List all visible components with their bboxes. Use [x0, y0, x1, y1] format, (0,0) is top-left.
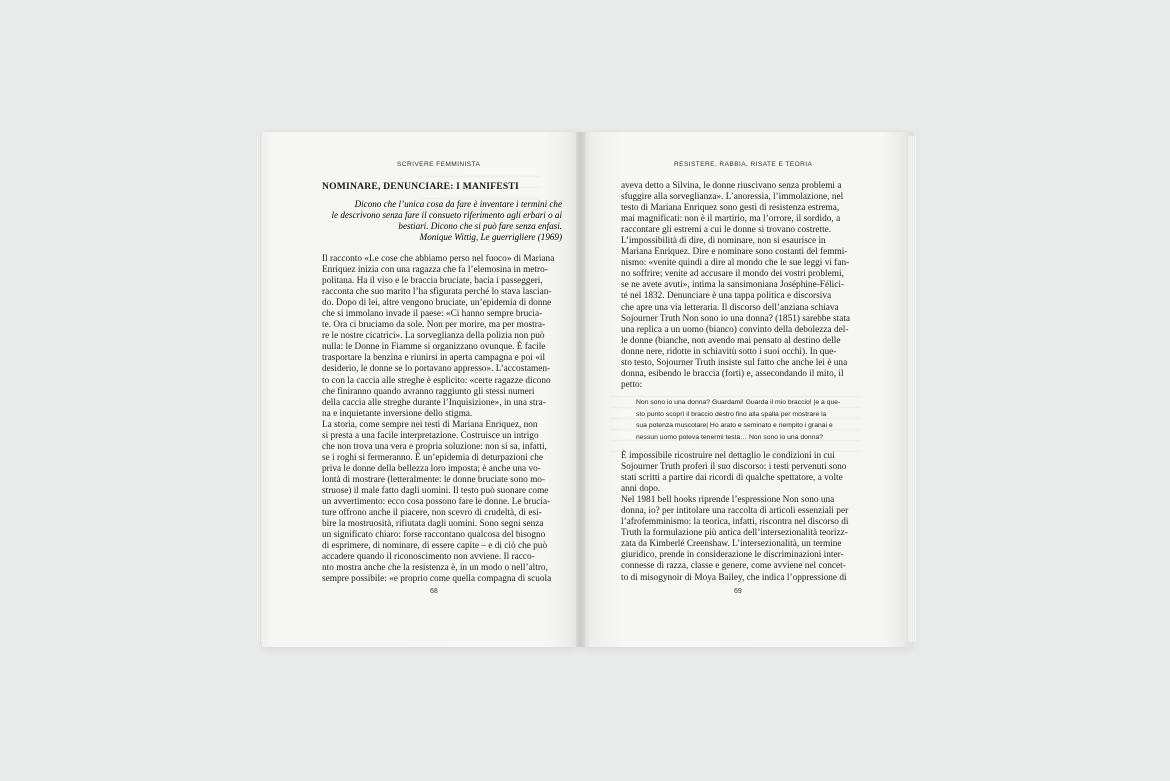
body-line: no soffrire; venite ad accusare il mondo dei vostri problemi,: [621, 269, 844, 280]
quote-line: sto punto scoprì il braccio destro fino alla spalla per mostrare la: [636, 410, 827, 418]
right-body-text-bottom: [621, 451, 848, 584]
body-line: te. Ora ci bruciamo da sole. Non per morire, ma per mostra-: [322, 320, 546, 331]
body-line: sto testo, Sojourner Truth insiste sul fatto che anche lei è una: [621, 357, 848, 368]
body-line: sempre possibile: «e proprio come quella compagna di scuola: [322, 574, 552, 585]
body-line: zata da Kimberlé Creenshaw. L’intersezionalità, un termine: [621, 539, 842, 550]
body-line: connesse di razza, classe e genere, come avviene nel concet-: [621, 561, 846, 572]
body-line: struose) il male fatto dagli uomini. Il testo può suonare come: [322, 485, 549, 496]
page-number-right: 69: [734, 588, 742, 595]
body-line: se i roghi si fermeranno. È un’epidemia di deturpazioni che: [322, 452, 543, 463]
body-line: un significato chiaro: forse raccontano qualcosa del bisogno: [322, 530, 546, 541]
body-line: Truth la formulazione più antica dell’intersezionalità teorizz-: [621, 528, 848, 539]
body-line: Il racconto «Le cose che abbiamo perso nel fuoco» di Mariana: [322, 254, 555, 264]
body-line: do. Dopo di lei, altre vengono bruciate, un’epidemia di donne: [322, 298, 552, 309]
body-line: racconta che suo marito l’ha sfigurata perché lo stava lascian-: [322, 287, 552, 298]
body-line: priva le donne della bellezza loro imposta; è anche una vo-: [322, 463, 541, 474]
quote-line: Non sono io una donna? Guardami! Guarda il mio braccio! |e a que-: [636, 399, 841, 406]
body-line: trasportare la benzina e riunirsi in aperta campagna e poi «il: [322, 353, 546, 364]
body-line: to di misogynoir di Moya Bailey, che indica l’oppressione di: [621, 572, 847, 583]
body-line: giuridico, prende in considerazione le discriminazioni inter-: [621, 550, 844, 561]
body-line: di esprimere, di nominare, di essere capite – e di ciò che può: [322, 541, 548, 552]
body-line: un avvertimento: ecco cosa possono fare le donne. Le brucia-: [322, 497, 551, 508]
body-line: petto:: [621, 379, 643, 390]
epigraph-attribution: Monique Wittig, Le guerrigliere (1969): [419, 232, 562, 243]
body-line: Enriquez inizia con una ragazza che fa l’elemosina in metro-: [322, 265, 548, 276]
right-page-edges: [908, 136, 916, 642]
body-line: che non trova una vera e propria soluzione: non si sa, infatti,: [322, 441, 547, 452]
body-line: lontà di mostrare (letteralmente: le donne bruciate sono mo-: [322, 474, 546, 485]
body-line: donne nere, ridotte in schiavitù sotto i suoi occhi). In que-: [621, 346, 837, 357]
body-line: le donne (bianche, non avendo mai pensato al destino delle: [621, 335, 841, 346]
body-line: testo di Mariana Enriquez sono gesti di resistenza estrema,: [621, 203, 840, 214]
body-line: nto mostra anche che la resistenza è, in un modo o nell’altro,: [322, 563, 548, 574]
body-line: stati scritti a partire dai ricordi di qualche spettatore, a volte: [621, 473, 843, 484]
body-line: che apre una via letteraria. Il discorso dell’anziana schiava: [621, 302, 839, 313]
body-line: nismo: «venite quindi a dire al mondo che le sue leggi vi fan-: [621, 258, 850, 269]
epigraph-line: Dicono che l’unica cosa da fare è inventare i termini che: [354, 199, 562, 209]
body-line: Mariana Enriquez. Dire e nominare sono costanti del femmi-: [621, 247, 848, 258]
body-line: È impossibile ricostruire nel dettaglio le condizioni in cui: [621, 451, 835, 461]
body-line: accadere quando il riconoscimento non avviene. Il racco-: [322, 552, 535, 563]
quote-line: nessun uomo poteva tenermi testa… Non sono io una donna?: [636, 433, 824, 441]
body-line: anni dopo.: [621, 484, 661, 495]
body-line: raccontare gli estremi a cui le donne si trovano costrette.: [621, 225, 832, 236]
body-line: desiderio, le donne se lo portavano appresso». L’accostamen-: [322, 364, 551, 375]
body-line: una replica a un uomo (bianco) convinto della debolezza del-: [621, 324, 849, 335]
book-spine: [576, 132, 585, 647]
body-line: aveva detto a Silvina, le donne riuscivano senza problemi a: [621, 181, 842, 191]
left-body-text: [322, 254, 554, 585]
epigraph-line: le descrivono senza fare il consueto riferimento agli erbari o ai: [331, 210, 562, 221]
page-number-left: 68: [430, 588, 438, 595]
body-line: l’afrofemminismo: la teorica, infatti, riscontra nel discorso di: [621, 517, 849, 528]
body-line: se ne avete avuti», intima la sansimoniana Joséphine-Félici-: [621, 280, 845, 291]
body-line: donna, esibendo le braccia (forti) e, assecondando il mito, il: [621, 368, 844, 379]
body-line: si presta a una facile interpretazione. Costruisce un intrigo: [322, 430, 539, 441]
running-head-right: RESISTERE, RABBIA, RISATE E TEORIA: [674, 161, 813, 168]
body-line: nulla: le Donne in Fiamme si organizzano ovunque. È facile: [322, 342, 546, 353]
section-heading: NOMINARE, DENUNCIARE: I MANIFESTI: [322, 181, 519, 192]
body-line: to con la caccia alle streghe è esplicito: «certe ragazze dicono: [322, 375, 551, 386]
body-line: na e inquietante inversione dello stigma.: [322, 408, 473, 419]
block-quote: [636, 397, 840, 443]
body-line: bire la mostruosità, rifiutata dagli uomini. Sono segni senza: [322, 519, 544, 530]
body-line: re le nostre cicatrici». La sorveglianza della polizia non può: [322, 331, 545, 342]
body-line: Nel 1981 bell hooks riprende l’espressione Non sono una: [621, 495, 835, 506]
epigraph: [331, 199, 562, 243]
body-line: politana. Ha il viso e le braccia bruciate, bacia i passeggeri,: [322, 276, 543, 287]
body-line: ture offrono anche il piacere, non scevro di crudeltà, di esi-: [322, 508, 542, 519]
quote-line: sua potenza muscolare| Ho arato e seminato e riempito i granai e: [636, 422, 833, 430]
body-line: che finiranno quando avranno raggiunto gli stessi numeri: [322, 386, 535, 397]
body-line: donna, io? per intitolare una raccolta di articoli essenziali per: [621, 506, 849, 517]
right-body-text-top: [621, 181, 850, 391]
running-head-left: SCRIVERE FEMMINISTA: [397, 161, 481, 168]
body-line: Sojourner Truth Non sono io una donna? (1851) sarebbe stata: [621, 313, 851, 324]
epigraph-line: bestiari. Dicono che si può fare senza enfasi.: [398, 221, 562, 232]
body-line: La storia, come sempre nei testi di Mariana Enriquez, non: [322, 419, 538, 430]
body-line: che si immolano invade il paese: «Ci hanno sempre brucia-: [322, 309, 543, 320]
body-line: Sojourner Truth proferì il suo discorso: i testi pervenuti sono: [621, 462, 847, 473]
body-line: té nel 1832. Denunciare è una tappa politica e discorsiva: [621, 291, 832, 302]
body-line: mai magnificati: non è il martirio, ma l’orrore, il sordido, a: [621, 214, 841, 225]
body-line: sfuggire alla sorveglianza». L’anoressia, l’immolazione, nel: [621, 192, 844, 203]
body-line: della caccia alle streghe durante l’Inquisizione», in una stra-: [322, 397, 546, 408]
body-line: L’impossibilità di dire, di nominare, non si esaurisce in: [621, 236, 826, 247]
